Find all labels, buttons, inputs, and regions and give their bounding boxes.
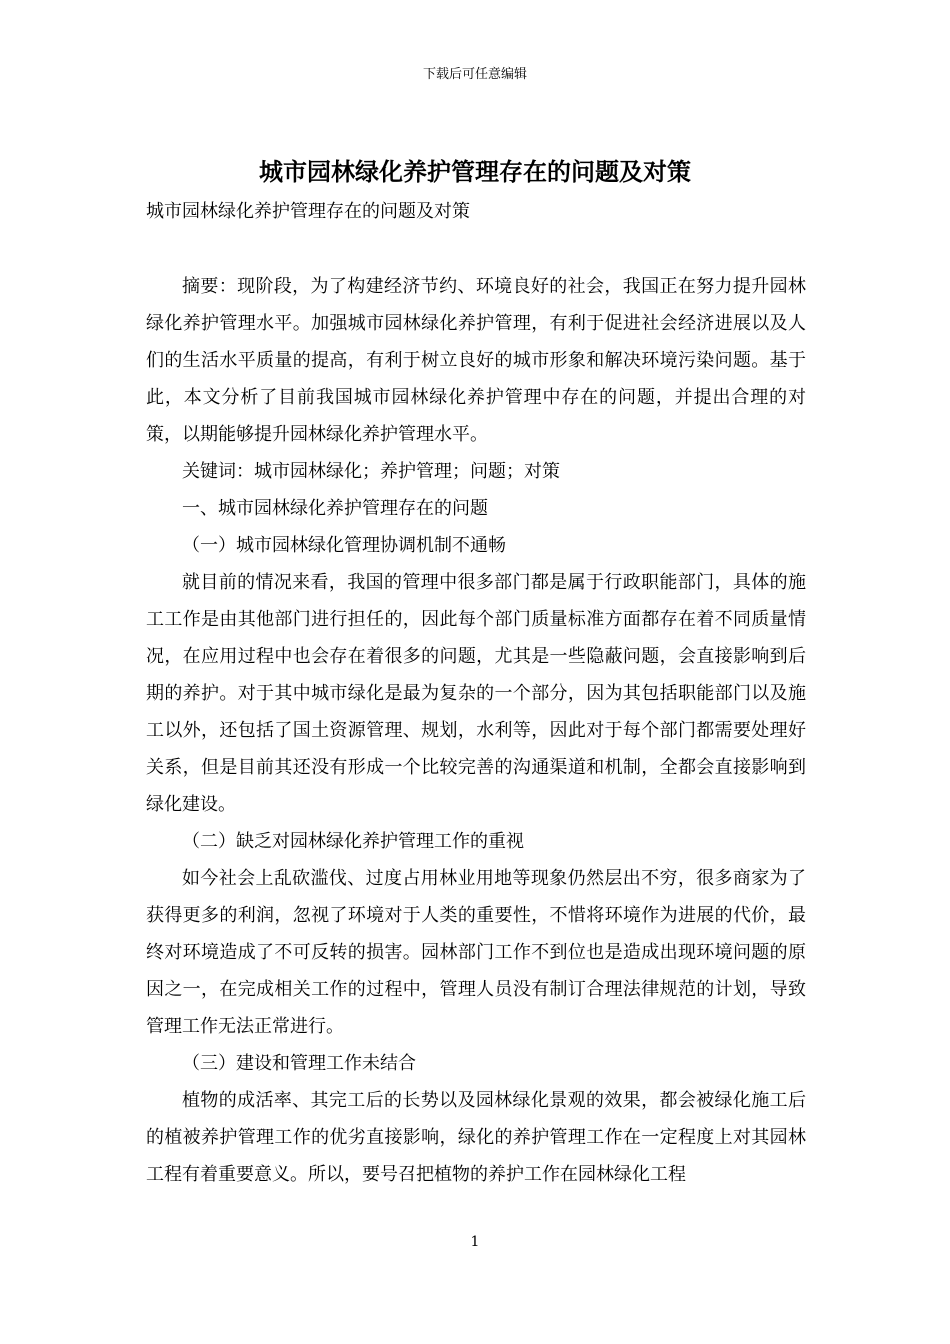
- keywords-paragraph: 关键词：城市园林绿化；养护管理；问题；对策: [182, 461, 560, 482]
- abstract-paragraph: 摘要：现阶段，为了构建经济节约、环境良好的社会，我国正在努力提升园林绿化养护管理水平。加强城市园林绿化养护管理，有利于促进社会经济进展以及人们的生活水平质量的提高，有利于树立良好的城市形象和解决环境污染问题。基于此，本文分析了目前我国城市园林绿化养护管理中存在的问题，并提出合理的对策，以期能够提升园林绿化养护管理水平。: [146, 276, 806, 445]
- subsection-2-heading: （二）缺乏对园林绿化养护管理工作的重视: [182, 831, 524, 852]
- subsection-1-heading: （一）城市园林绿化管理协调机制不通畅: [182, 535, 506, 556]
- subsection-2-paragraph: 如今社会上乱砍滥伐、过度占用林业用地等现象仍然层出不穷，很多商家为了获得更多的利润，忽视了环境对于人类的重要性，不惜将环境作为进展的代价，最终对环境造成了不可反转的损害。园林部门工作不到位也是造成出现环境问题的原因之一，在完成相关工作的过程中，管理人员没有制订合理法律规范的计划，导致管理工作无法正常进行。: [146, 868, 806, 1037]
- subsection-3-heading: （三）建设和管理工作未结合: [182, 1053, 416, 1074]
- header-note: 下载后可任意编辑: [422, 67, 527, 82]
- document-body: [146, 268, 806, 1193]
- document-title: 城市园林绿化养护管理存在的问题及对策: [259, 157, 691, 186]
- document-subtitle: 城市园林绿化养护管理存在的问题及对策: [146, 201, 470, 222]
- page-number: 1: [470, 1234, 480, 1250]
- subsection-3-paragraph: 植物的成活率、其完工后的长势以及园林绿化景观的效果，都会被绿化施工后的植被养护管理工作的优劣直接影响，绿化的养护管理工作在一定程度上对其园林工程有着重要意义。所以，要号召把植物的养护工作在园林绿化工程: [146, 1090, 806, 1185]
- subsection-1-paragraph: 就目前的情况来看，我国的管理中很多部门都是属于行政职能部门，具体的施工工作是由其他部门进行担任的，因此每个部门质量标准方面都存在着不同质量情况，在应用过程中也会存在着很多的问题，尤其是一些隐蔽问题，会直接影响到后期的养护。对于其中城市绿化是最为复杂的一个部分，因为其包括职能部门以及施工以外，还包括了国土资源管理、规划，水利等，因此对于每个部门都需要处理好关系，但是目前其还没有形成一个比较完善的沟通渠道和机制，全都会直接影响到绿化建设。: [146, 572, 806, 815]
- section-1-heading: 一、城市园林绿化养护管理存在的问题: [182, 498, 488, 519]
